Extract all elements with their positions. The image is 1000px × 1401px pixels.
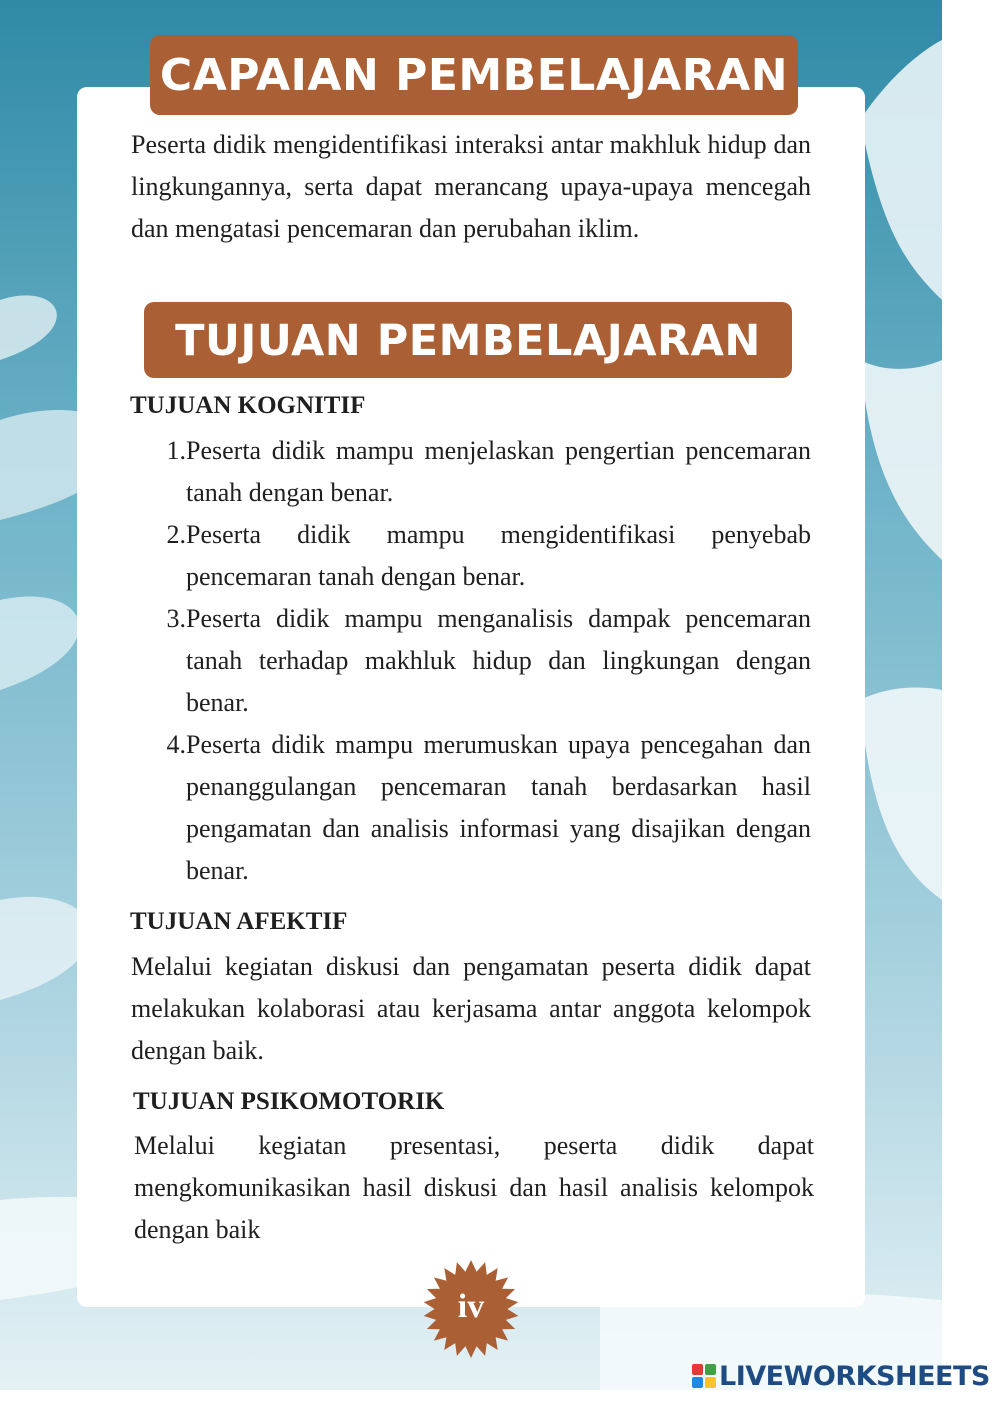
- item-text: Peserta didik mampu menganalisis dampak pencemaran tanah terhadap makhluk hidup dan lingkungan dengan benar.: [186, 604, 811, 717]
- psikomotorik-heading: TUJUAN PSIKOMOTORIK: [133, 1088, 445, 1115]
- item-number: 2.: [166, 520, 186, 549]
- afektif-text: Melalui kegiatan diskusi dan pengamatan peserta didik dapat melakukan kolaborasi atau kerjasama antar anggota kelompok dengan baik.: [131, 952, 811, 1065]
- page-number: iv: [457, 1288, 485, 1325]
- item-number: 4.: [166, 730, 186, 759]
- liveworksheets-mark-icon: [692, 1364, 716, 1388]
- brand-name: LIVEWORKSHEETS: [719, 1360, 990, 1392]
- tujuan-title: TUJUAN PEMBELAJARAN: [144, 302, 792, 378]
- kognitif-list: [150, 430, 811, 892]
- capaian-title: CAPAIAN PEMBELAJARAN: [150, 35, 798, 115]
- capaian-text: Peserta didik mengidentifikasi interaksi antar makhluk hidup dan lingkungannya, serta dapat merancang upaya-upaya mencegah dan mengatasi pencemaran dan perubahan iklim.: [131, 130, 811, 243]
- item-number: 1.: [166, 436, 186, 465]
- list-item: [150, 598, 811, 724]
- psikomotorik-text: Melalui kegiatan presentasi, peserta didik dapat mengkomunikasikan hasil diskusi dan hasil analisis kelompok dengan baik: [134, 1131, 814, 1244]
- kognitif-heading: TUJUAN KOGNITIF: [130, 392, 366, 419]
- list-item: [150, 514, 811, 598]
- list-item: [150, 430, 811, 514]
- liveworksheets-logo: [692, 1361, 990, 1391]
- item-number: 3.: [166, 604, 186, 633]
- afektif-heading: TUJUAN AFEKTIF: [130, 908, 348, 935]
- list-item: [150, 724, 811, 892]
- item-text: Peserta didik mampu merumuskan upaya pencegahan dan penanggulangan pencemaran tanah berdasarkan hasil pengamatan dan analisis informasi yang disajikan dengan benar.: [186, 730, 811, 885]
- item-text: Peserta didik mampu menjelaskan pengertian pencemaran tanah dengan benar.: [186, 436, 811, 507]
- item-text: Peserta didik mampu mengidentifikasi penyebab pencemaran tanah dengan benar.: [186, 520, 811, 591]
